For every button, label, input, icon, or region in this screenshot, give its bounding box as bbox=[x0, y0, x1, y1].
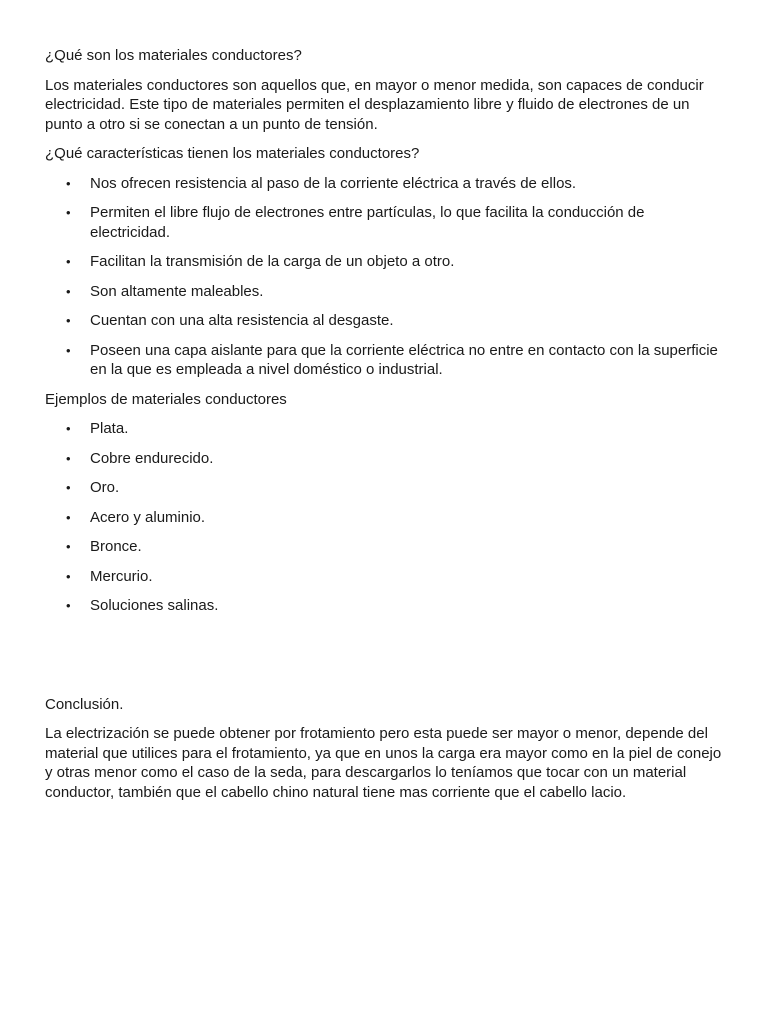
list-item: • Soluciones salinas. bbox=[66, 597, 219, 614]
bullet-icon: • bbox=[66, 313, 71, 328]
list-item: • Bronce. bbox=[66, 538, 142, 555]
characteristics-list bbox=[45, 174, 725, 380]
bullet-icon: • bbox=[66, 509, 71, 525]
bullet-icon: • bbox=[66, 450, 71, 466]
bullet-icon: • bbox=[66, 539, 71, 554]
list-item: • Poseen una capa aislante para que la corriente eléctrica no entre en contacto con la superficie en la que es empleada a nivel doméstico o industrial. bbox=[66, 341, 718, 378]
list-item: • Son altamente maleables. bbox=[66, 282, 264, 300]
list-item: • Cuentan con una alta resistencia al desgaste. bbox=[66, 312, 394, 329]
section3-heading: Ejemplos de materiales conductores bbox=[45, 390, 287, 408]
blank-space bbox=[45, 626, 725, 695]
bullet-icon: • bbox=[66, 598, 71, 613]
bullet-icon: • bbox=[66, 283, 71, 299]
document-page bbox=[45, 46, 725, 812]
conclusion-heading: Conclusión. bbox=[45, 695, 124, 713]
list-item: • Mercurio. bbox=[66, 567, 153, 585]
section1-answer: Los materiales conductores son aquellos que, en mayor o menor medida, son capaces de conducir electricidad. Este tipo de materiales permiten el desplazamiento libre y fluido de electrones de un punto a otro si se conectan a un punto de tensión. bbox=[45, 76, 704, 133]
list-item: • Plata. bbox=[66, 420, 129, 437]
bullet-icon: • bbox=[66, 480, 71, 495]
list-item: • Acero y aluminio. bbox=[66, 508, 206, 526]
list-item: • Cobre endurecido. bbox=[66, 449, 214, 467]
list-item: • Nos ofrecen resistencia al paso de la corriente eléctrica a través de ellos. bbox=[66, 174, 577, 192]
list-item: • Facilitan la transmisión de la carga de un objeto a otro. bbox=[66, 253, 455, 270]
bullet-icon: • bbox=[66, 205, 71, 220]
bullet-icon: • bbox=[66, 175, 71, 191]
examples-list bbox=[45, 419, 725, 616]
bullet-icon: • bbox=[66, 421, 71, 436]
section2-question: ¿Qué características tienen los materiales conductores? bbox=[45, 145, 420, 162]
section1-question: ¿Qué son los materiales conductores? bbox=[45, 47, 302, 64]
bullet-icon: • bbox=[66, 342, 71, 358]
bullet-icon: • bbox=[66, 568, 71, 584]
list-item: • Permiten el libre flujo de electrones entre partículas, lo que facilita la conducción de electricidad. bbox=[66, 204, 645, 241]
list-item: • Oro. bbox=[66, 479, 120, 496]
bullet-icon: • bbox=[66, 254, 71, 269]
conclusion-text: La electrización se puede obtener por frotamiento pero esta puede ser mayor o menor, depende del material que utilices para el frotamiento, ya que en unos la carga era mayor como en la piel de conejo y otras menor como el caso de la seda, para descargarlos lo teníamos que tocar con un material conductor, también que el cabello chino natural tiene mas corriente que el cabello lacio. bbox=[45, 725, 722, 801]
